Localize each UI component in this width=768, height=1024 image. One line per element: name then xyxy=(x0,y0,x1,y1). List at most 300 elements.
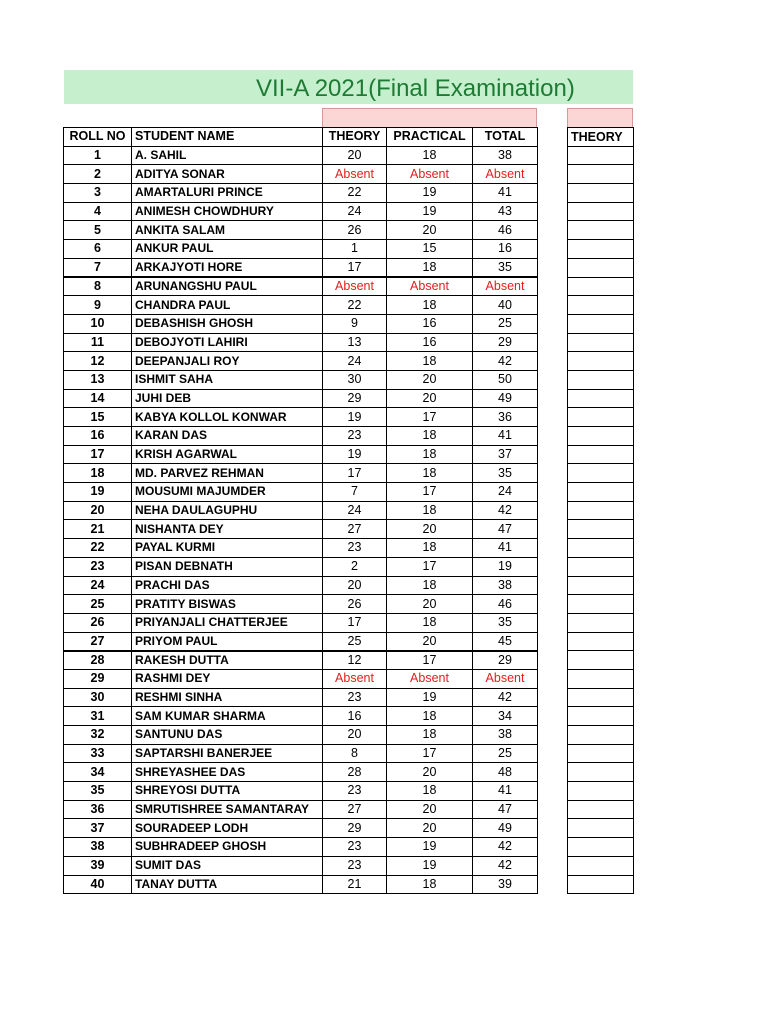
total-cell: 40 xyxy=(473,296,538,315)
student-name-cell: KARAN DAS xyxy=(132,427,323,446)
table-row xyxy=(64,800,538,819)
side-row xyxy=(568,352,634,371)
total-cell: 25 xyxy=(473,314,538,333)
roll-cell: 36 xyxy=(64,800,132,819)
roll-cell: 16 xyxy=(64,427,132,446)
total-cell: 39 xyxy=(473,875,538,894)
roll-cell: 19 xyxy=(64,483,132,502)
practical-cell: 20 xyxy=(387,520,473,539)
side-row xyxy=(568,258,634,277)
side-row xyxy=(568,483,634,502)
side-row xyxy=(568,669,634,688)
student-name-cell: JUHI DEB xyxy=(132,389,323,408)
table-row xyxy=(64,464,538,483)
theory-cell: 1 xyxy=(323,240,387,259)
table-row xyxy=(64,352,538,371)
side-row xyxy=(568,314,634,333)
theory-cell: 20 xyxy=(323,726,387,745)
total-cell: 29 xyxy=(473,651,538,670)
table-row xyxy=(64,763,538,782)
student-name-cell: RESHMI SINHA xyxy=(132,688,323,707)
table-row xyxy=(64,296,538,315)
table-row xyxy=(64,184,538,203)
side-theory-cell xyxy=(568,501,634,520)
student-name-cell: PAYAL KURMI xyxy=(132,539,323,558)
side-theory-cell xyxy=(568,408,634,427)
student-name-cell: ADITYA SONAR xyxy=(132,165,323,184)
roll-cell: 35 xyxy=(64,782,132,801)
practical-cell: 20 xyxy=(387,595,473,614)
theory-cell: 21 xyxy=(323,875,387,894)
table-row xyxy=(64,427,538,446)
total-cell: 42 xyxy=(473,352,538,371)
side-row xyxy=(568,800,634,819)
side-row xyxy=(568,165,634,184)
total-cell: Absent xyxy=(473,165,538,184)
table-row xyxy=(64,557,538,576)
side-row xyxy=(568,445,634,464)
roll-cell: 7 xyxy=(64,258,132,277)
practical-cell: 17 xyxy=(387,483,473,502)
side-theory-cell xyxy=(568,856,634,875)
side-theory-cell xyxy=(568,875,634,894)
practical-cell: 18 xyxy=(387,613,473,632)
side-theory-cell xyxy=(568,146,634,165)
side-theory-cell xyxy=(568,314,634,333)
roll-cell: 32 xyxy=(64,726,132,745)
header-pink-band-main xyxy=(322,108,537,128)
student-name-cell: ISHMIT SAHA xyxy=(132,370,323,389)
theory-cell: 9 xyxy=(323,314,387,333)
theory-cell: 2 xyxy=(323,557,387,576)
roll-cell: 17 xyxy=(64,445,132,464)
theory-cell: 19 xyxy=(323,445,387,464)
table-row xyxy=(64,576,538,595)
col-header-total: TOTAL xyxy=(473,128,538,147)
side-row xyxy=(568,707,634,726)
side-row xyxy=(568,464,634,483)
side-row xyxy=(568,688,634,707)
total-cell: 41 xyxy=(473,427,538,446)
side-row xyxy=(568,240,634,259)
side-theory-cell xyxy=(568,389,634,408)
practical-cell: 17 xyxy=(387,557,473,576)
practical-cell: 19 xyxy=(387,838,473,857)
student-name-cell: PRATITY BISWAS xyxy=(132,595,323,614)
practical-cell: 18 xyxy=(387,258,473,277)
side-row xyxy=(568,370,634,389)
student-name-cell: SAPTARSHI BANERJEE xyxy=(132,744,323,763)
practical-cell: 20 xyxy=(387,389,473,408)
table-row xyxy=(64,669,538,688)
side-theory-cell xyxy=(568,763,634,782)
side-theory-cell xyxy=(568,632,634,651)
total-cell: 42 xyxy=(473,856,538,875)
practical-cell: 20 xyxy=(387,819,473,838)
theory-cell: 20 xyxy=(323,146,387,165)
theory-cell: 23 xyxy=(323,539,387,558)
side-row xyxy=(568,744,634,763)
student-name-cell: PISAN DEBNATH xyxy=(132,557,323,576)
side-theory-cell xyxy=(568,651,634,670)
roll-cell: 2 xyxy=(64,165,132,184)
table-row xyxy=(64,838,538,857)
side-theory-cell xyxy=(568,576,634,595)
student-name-cell: NISHANTA DEY xyxy=(132,520,323,539)
student-name-cell: NEHA DAULAGUPHU xyxy=(132,501,323,520)
student-name-cell: TANAY DUTTA xyxy=(132,875,323,894)
total-cell: 46 xyxy=(473,595,538,614)
student-name-cell: DEBASHISH GHOSH xyxy=(132,314,323,333)
theory-cell: 17 xyxy=(323,464,387,483)
total-cell: 41 xyxy=(473,782,538,801)
theory-cell: 12 xyxy=(323,651,387,670)
side-row xyxy=(568,427,634,446)
theory-cell: 13 xyxy=(323,333,387,352)
roll-cell: 28 xyxy=(64,651,132,670)
side-theory-cell xyxy=(568,483,634,502)
col-header-roll: ROLL NO xyxy=(64,128,132,147)
theory-cell: 23 xyxy=(323,856,387,875)
table-row xyxy=(64,146,538,165)
roll-cell: 29 xyxy=(64,669,132,688)
roll-cell: 26 xyxy=(64,613,132,632)
total-cell: 41 xyxy=(473,539,538,558)
roll-cell: 12 xyxy=(64,352,132,371)
theory-cell: 26 xyxy=(323,595,387,614)
side-theory-cell xyxy=(568,427,634,446)
col-header-practical: PRACTICAL xyxy=(387,128,473,147)
table-row xyxy=(64,370,538,389)
side-theory-cell xyxy=(568,782,634,801)
theory-cell: 29 xyxy=(323,819,387,838)
total-cell: 41 xyxy=(473,184,538,203)
side-row xyxy=(568,202,634,221)
side-row xyxy=(568,520,634,539)
practical-cell: 18 xyxy=(387,726,473,745)
side-row xyxy=(568,632,634,651)
student-name-cell: RASHMI DEY xyxy=(132,669,323,688)
side-row xyxy=(568,819,634,838)
table-row xyxy=(64,483,538,502)
student-name-cell: SHREYASHEE DAS xyxy=(132,763,323,782)
total-cell: 49 xyxy=(473,389,538,408)
student-name-cell: PRIYOM PAUL xyxy=(132,632,323,651)
side-theory-cell xyxy=(568,277,634,296)
student-name-cell: SUBHRADEEP GHOSH xyxy=(132,838,323,857)
student-name-cell: SAM KUMAR SHARMA xyxy=(132,707,323,726)
side-theory-cell xyxy=(568,595,634,614)
roll-cell: 20 xyxy=(64,501,132,520)
theory-cell: 8 xyxy=(323,744,387,763)
roll-cell: 30 xyxy=(64,688,132,707)
side-row xyxy=(568,501,634,520)
table-row xyxy=(64,314,538,333)
table-row xyxy=(64,221,538,240)
side-theory-cell xyxy=(568,258,634,277)
practical-cell: 16 xyxy=(387,314,473,333)
theory-cell: 23 xyxy=(323,427,387,446)
header-row xyxy=(64,128,538,147)
student-name-cell: ANKUR PAUL xyxy=(132,240,323,259)
table-row xyxy=(64,240,538,259)
total-cell: 48 xyxy=(473,763,538,782)
roll-cell: 15 xyxy=(64,408,132,427)
total-cell: 46 xyxy=(473,221,538,240)
theory-cell: 17 xyxy=(323,613,387,632)
practical-cell: 18 xyxy=(387,352,473,371)
student-name-cell: ANKITA SALAM xyxy=(132,221,323,240)
roll-cell: 14 xyxy=(64,389,132,408)
student-name-cell: ARUNANGSHU PAUL xyxy=(132,277,323,296)
practical-cell: 20 xyxy=(387,632,473,651)
table-row xyxy=(64,333,538,352)
student-name-cell: PRIYANJALI CHATTERJEE xyxy=(132,613,323,632)
side-theory-cell xyxy=(568,352,634,371)
practical-cell: 18 xyxy=(387,782,473,801)
student-name-cell: SOURADEEP LODH xyxy=(132,819,323,838)
roll-cell: 37 xyxy=(64,819,132,838)
roll-cell: 6 xyxy=(64,240,132,259)
side-row xyxy=(568,595,634,614)
student-name-cell: DEEPANJALI ROY xyxy=(132,352,323,371)
side-theory-cell xyxy=(568,202,634,221)
practical-cell: 15 xyxy=(387,240,473,259)
theory-cell: 20 xyxy=(323,576,387,595)
table-row xyxy=(64,726,538,745)
total-cell: Absent xyxy=(473,277,538,296)
practical-cell: 18 xyxy=(387,875,473,894)
side-row xyxy=(568,333,634,352)
roll-cell: 31 xyxy=(64,707,132,726)
practical-cell: 18 xyxy=(387,539,473,558)
side-row xyxy=(568,875,634,894)
table-row xyxy=(64,277,538,296)
table-row xyxy=(64,651,538,670)
practical-cell: 18 xyxy=(387,576,473,595)
side-theory-cell xyxy=(568,184,634,203)
practical-cell: 19 xyxy=(387,184,473,203)
side-row xyxy=(568,296,634,315)
total-cell: 25 xyxy=(473,744,538,763)
theory-cell: 7 xyxy=(323,483,387,502)
student-name-cell: MD. PARVEZ REHMAN xyxy=(132,464,323,483)
total-cell: 29 xyxy=(473,333,538,352)
total-cell: 35 xyxy=(473,464,538,483)
side-theory-cell xyxy=(568,221,634,240)
practical-cell: 16 xyxy=(387,333,473,352)
table-row xyxy=(64,165,538,184)
practical-cell: 20 xyxy=(387,221,473,240)
table-row xyxy=(64,613,538,632)
side-row xyxy=(568,576,634,595)
total-cell: 42 xyxy=(473,501,538,520)
roll-cell: 1 xyxy=(64,146,132,165)
col-header-name: STUDENT NAME xyxy=(132,128,323,147)
theory-cell: 24 xyxy=(323,202,387,221)
theory-cell: 17 xyxy=(323,258,387,277)
roll-cell: 39 xyxy=(64,856,132,875)
total-cell: 50 xyxy=(473,370,538,389)
practical-cell: 17 xyxy=(387,744,473,763)
total-cell: Absent xyxy=(473,669,538,688)
practical-cell: Absent xyxy=(387,669,473,688)
student-name-cell: SUMIT DAS xyxy=(132,856,323,875)
roll-cell: 38 xyxy=(64,838,132,857)
side-theory-cell xyxy=(568,613,634,632)
total-cell: 38 xyxy=(473,726,538,745)
practical-cell: 17 xyxy=(387,651,473,670)
side-theory-cell xyxy=(568,240,634,259)
table-row xyxy=(64,501,538,520)
practical-cell: 20 xyxy=(387,763,473,782)
side-row xyxy=(568,838,634,857)
theory-cell: 23 xyxy=(323,838,387,857)
table-row xyxy=(64,445,538,464)
side-theory-cell xyxy=(568,726,634,745)
practical-cell: 18 xyxy=(387,464,473,483)
total-cell: 34 xyxy=(473,707,538,726)
side-theory-cell xyxy=(568,296,634,315)
practical-cell: Absent xyxy=(387,277,473,296)
side-theory-cell xyxy=(568,445,634,464)
side-row xyxy=(568,726,634,745)
roll-cell: 40 xyxy=(64,875,132,894)
total-cell: 24 xyxy=(473,483,538,502)
total-cell: 42 xyxy=(473,838,538,857)
total-cell: 47 xyxy=(473,520,538,539)
side-theory-cell xyxy=(568,464,634,483)
table-row xyxy=(64,782,538,801)
table-row xyxy=(64,819,538,838)
theory-cell: 23 xyxy=(323,782,387,801)
total-cell: 35 xyxy=(473,613,538,632)
sheet-title: VII-A 2021(Final Examination) xyxy=(256,75,575,102)
total-cell: 36 xyxy=(473,408,538,427)
table-row xyxy=(64,408,538,427)
theory-cell: Absent xyxy=(323,669,387,688)
total-cell: 45 xyxy=(473,632,538,651)
table-row xyxy=(64,707,538,726)
theory-cell: 24 xyxy=(323,352,387,371)
student-name-cell: RAKESH DUTTA xyxy=(132,651,323,670)
side-row xyxy=(568,539,634,558)
col-header-theory: THEORY xyxy=(323,128,387,147)
practical-cell: 18 xyxy=(387,427,473,446)
table-row xyxy=(64,688,538,707)
side-row xyxy=(568,856,634,875)
table-row xyxy=(64,595,538,614)
student-name-cell: SANTUNU DAS xyxy=(132,726,323,745)
student-name-cell: ANIMESH CHOWDHURY xyxy=(132,202,323,221)
roll-cell: 11 xyxy=(64,333,132,352)
roll-cell: 24 xyxy=(64,576,132,595)
student-name-cell: CHANDRA PAUL xyxy=(132,296,323,315)
practical-cell: 20 xyxy=(387,800,473,819)
roll-cell: 33 xyxy=(64,744,132,763)
theory-cell: 22 xyxy=(323,296,387,315)
roll-cell: 21 xyxy=(64,520,132,539)
total-cell: 38 xyxy=(473,146,538,165)
theory-cell: 22 xyxy=(323,184,387,203)
side-theory-cell xyxy=(568,838,634,857)
table-row xyxy=(64,389,538,408)
theory-cell: 29 xyxy=(323,389,387,408)
side-row xyxy=(568,782,634,801)
practical-cell: 20 xyxy=(387,370,473,389)
roll-cell: 9 xyxy=(64,296,132,315)
practical-cell: 17 xyxy=(387,408,473,427)
roll-cell: 13 xyxy=(64,370,132,389)
side-header-row xyxy=(568,128,634,147)
theory-cell: Absent xyxy=(323,277,387,296)
marks-table xyxy=(63,127,538,894)
theory-cell: Absent xyxy=(323,165,387,184)
roll-cell: 5 xyxy=(64,221,132,240)
side-theory-cell xyxy=(568,370,634,389)
practical-cell: 19 xyxy=(387,688,473,707)
table-row xyxy=(64,520,538,539)
side-row xyxy=(568,146,634,165)
side-row xyxy=(568,763,634,782)
roll-cell: 4 xyxy=(64,202,132,221)
student-name-cell: SMRUTISHREE SAMANTARAY xyxy=(132,800,323,819)
student-name-cell: KRISH AGARWAL xyxy=(132,445,323,464)
practical-cell: 19 xyxy=(387,202,473,221)
roll-cell: 3 xyxy=(64,184,132,203)
table-row xyxy=(64,875,538,894)
total-cell: 37 xyxy=(473,445,538,464)
theory-cell: 26 xyxy=(323,221,387,240)
total-cell: 16 xyxy=(473,240,538,259)
total-cell: 43 xyxy=(473,202,538,221)
student-name-cell: PRACHI DAS xyxy=(132,576,323,595)
header-pink-band-side xyxy=(567,108,633,128)
theory-cell: 30 xyxy=(323,370,387,389)
side-theory-cell xyxy=(568,557,634,576)
total-cell: 38 xyxy=(473,576,538,595)
side-theory-cell xyxy=(568,539,634,558)
side-row xyxy=(568,613,634,632)
side-theory-cell xyxy=(568,669,634,688)
practical-cell: Absent xyxy=(387,165,473,184)
roll-cell: 27 xyxy=(64,632,132,651)
practical-cell: 18 xyxy=(387,296,473,315)
theory-cell: 27 xyxy=(323,520,387,539)
side-col-header-theory: THEORY xyxy=(568,128,634,147)
side-row xyxy=(568,277,634,296)
side-row xyxy=(568,221,634,240)
side-theory-cell xyxy=(568,333,634,352)
roll-cell: 18 xyxy=(64,464,132,483)
roll-cell: 8 xyxy=(64,277,132,296)
side-theory-cell xyxy=(568,707,634,726)
table-row xyxy=(64,856,538,875)
theory-cell: 19 xyxy=(323,408,387,427)
side-theory-cell xyxy=(568,744,634,763)
side-row xyxy=(568,557,634,576)
roll-cell: 34 xyxy=(64,763,132,782)
side-row xyxy=(568,651,634,670)
practical-cell: 18 xyxy=(387,445,473,464)
side-theory-cell xyxy=(568,819,634,838)
theory-cell: 25 xyxy=(323,632,387,651)
student-name-cell: DEBOJYOTI LAHIRI xyxy=(132,333,323,352)
side-table xyxy=(567,127,634,894)
theory-cell: 27 xyxy=(323,800,387,819)
student-name-cell: ARKAJYOTI HORE xyxy=(132,258,323,277)
side-theory-cell xyxy=(568,165,634,184)
